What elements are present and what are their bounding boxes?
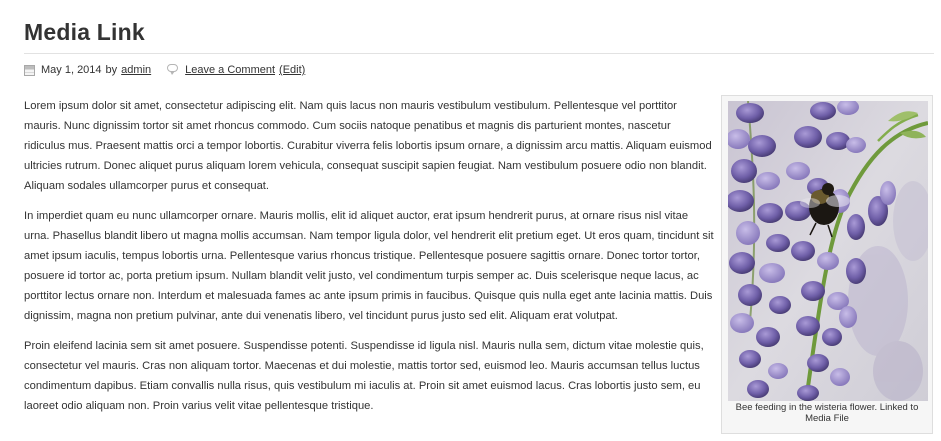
paragraph: Lorem ipsum dolor sit amet, consectetur adipiscing elit. Nam quis lacus non mauris vestibulum vestibulum. Pellentesque vel porttitor mauris. Nunc dignissim tortor sit amet rhoncus commodo. Cum sociis natoque penatibus et magnis dis parturient montes, nascetur ridiculus mus. Praesent mattis orci a tempor lobortis. Curabitur viverra felis lobortis ipsum ornare, a dignissim arcu mattis. Aliquam euismod ultricies rutrum. Donec aliquet purus aliquam lorem vehicula, consequat suscipit sapien feugiat. Nam vestibulum posuere odio non blandit. Aliquam sodales ullamcorper purus et consequat.	[24, 100, 712, 192]
edit-link[interactable]: (Edit)	[279, 64, 306, 76]
title-divider	[24, 53, 934, 54]
calendar-icon	[24, 65, 35, 76]
page-title: Media Link	[24, 19, 145, 45]
leave-comment-link[interactable]: Leave a Comment	[185, 64, 276, 76]
post-meta	[24, 62, 305, 78]
post-content	[24, 96, 714, 426]
paragraph: Proin eleifend lacinia sem sit amet posuere. Suspendisse potenti. Suspendisse id ligula nisl. Mauris nulla sem, dictum vitae molestie quis, consectetur vel mauris. Cras non aliquam tortor. Maecenas et dui molestie, mattis tortor sed, euismod leo. Mauris accumsan tellus luctus condimentum dapibus. Etiam convallis nulla risus, quis vestibulum mi iaculis at. Proin sit amet euismod lacus. Cras lobortis justo sem, eu laoreet odio aliquam non. Proin varius velit vitae pellentesque tristique.	[24, 340, 704, 412]
wisteria-bee-photo-link[interactable]	[728, 101, 928, 401]
wisteria-bee-photo	[728, 101, 928, 401]
byline-label: by	[105, 64, 118, 76]
comment-bubble-icon	[167, 64, 178, 72]
image-figure	[721, 95, 933, 434]
author-link[interactable]: admin	[121, 64, 152, 76]
paragraph: In imperdiet quam eu nunc ullamcorper ornare. Mauris mollis, elit id aliquet auctor, erat ipsum hendrerit purus, at ornare risus nisl vitae urna. Phasellus blandit libero ut magna mollis accumsan. Nam tempor ligula dolor, vel hendrerit elit pretium eget. Ut eros quam, tincidunt sit amet ipsum iaculis, tempus lobortis urna. Pellentesque varius rhoncus tristique. Pellentesque posuere sagittis ornare. Donec tortor tortor, posuere id tortor ac, porta pretium ipsum. Nullam blandit velit justo, vel condimentum turpis semper ac. Duis scelerisque neque lacus, ac porttitor lectus ornare non. Interdum et malesuada fames ac ante ipsum primis in faucibus. Quisque quis nulla eget ante lacinia mattis. Duis dignissim, magna non pretium pulvinar, ante dui venenatis libero, vel tincidunt purus justo sed elit. Aliquam erat volutpat.	[24, 210, 714, 322]
post-date: May 1, 2014	[41, 64, 102, 76]
image-caption: Bee feeding in the wisteria flower. Linked to Media File	[735, 402, 919, 424]
